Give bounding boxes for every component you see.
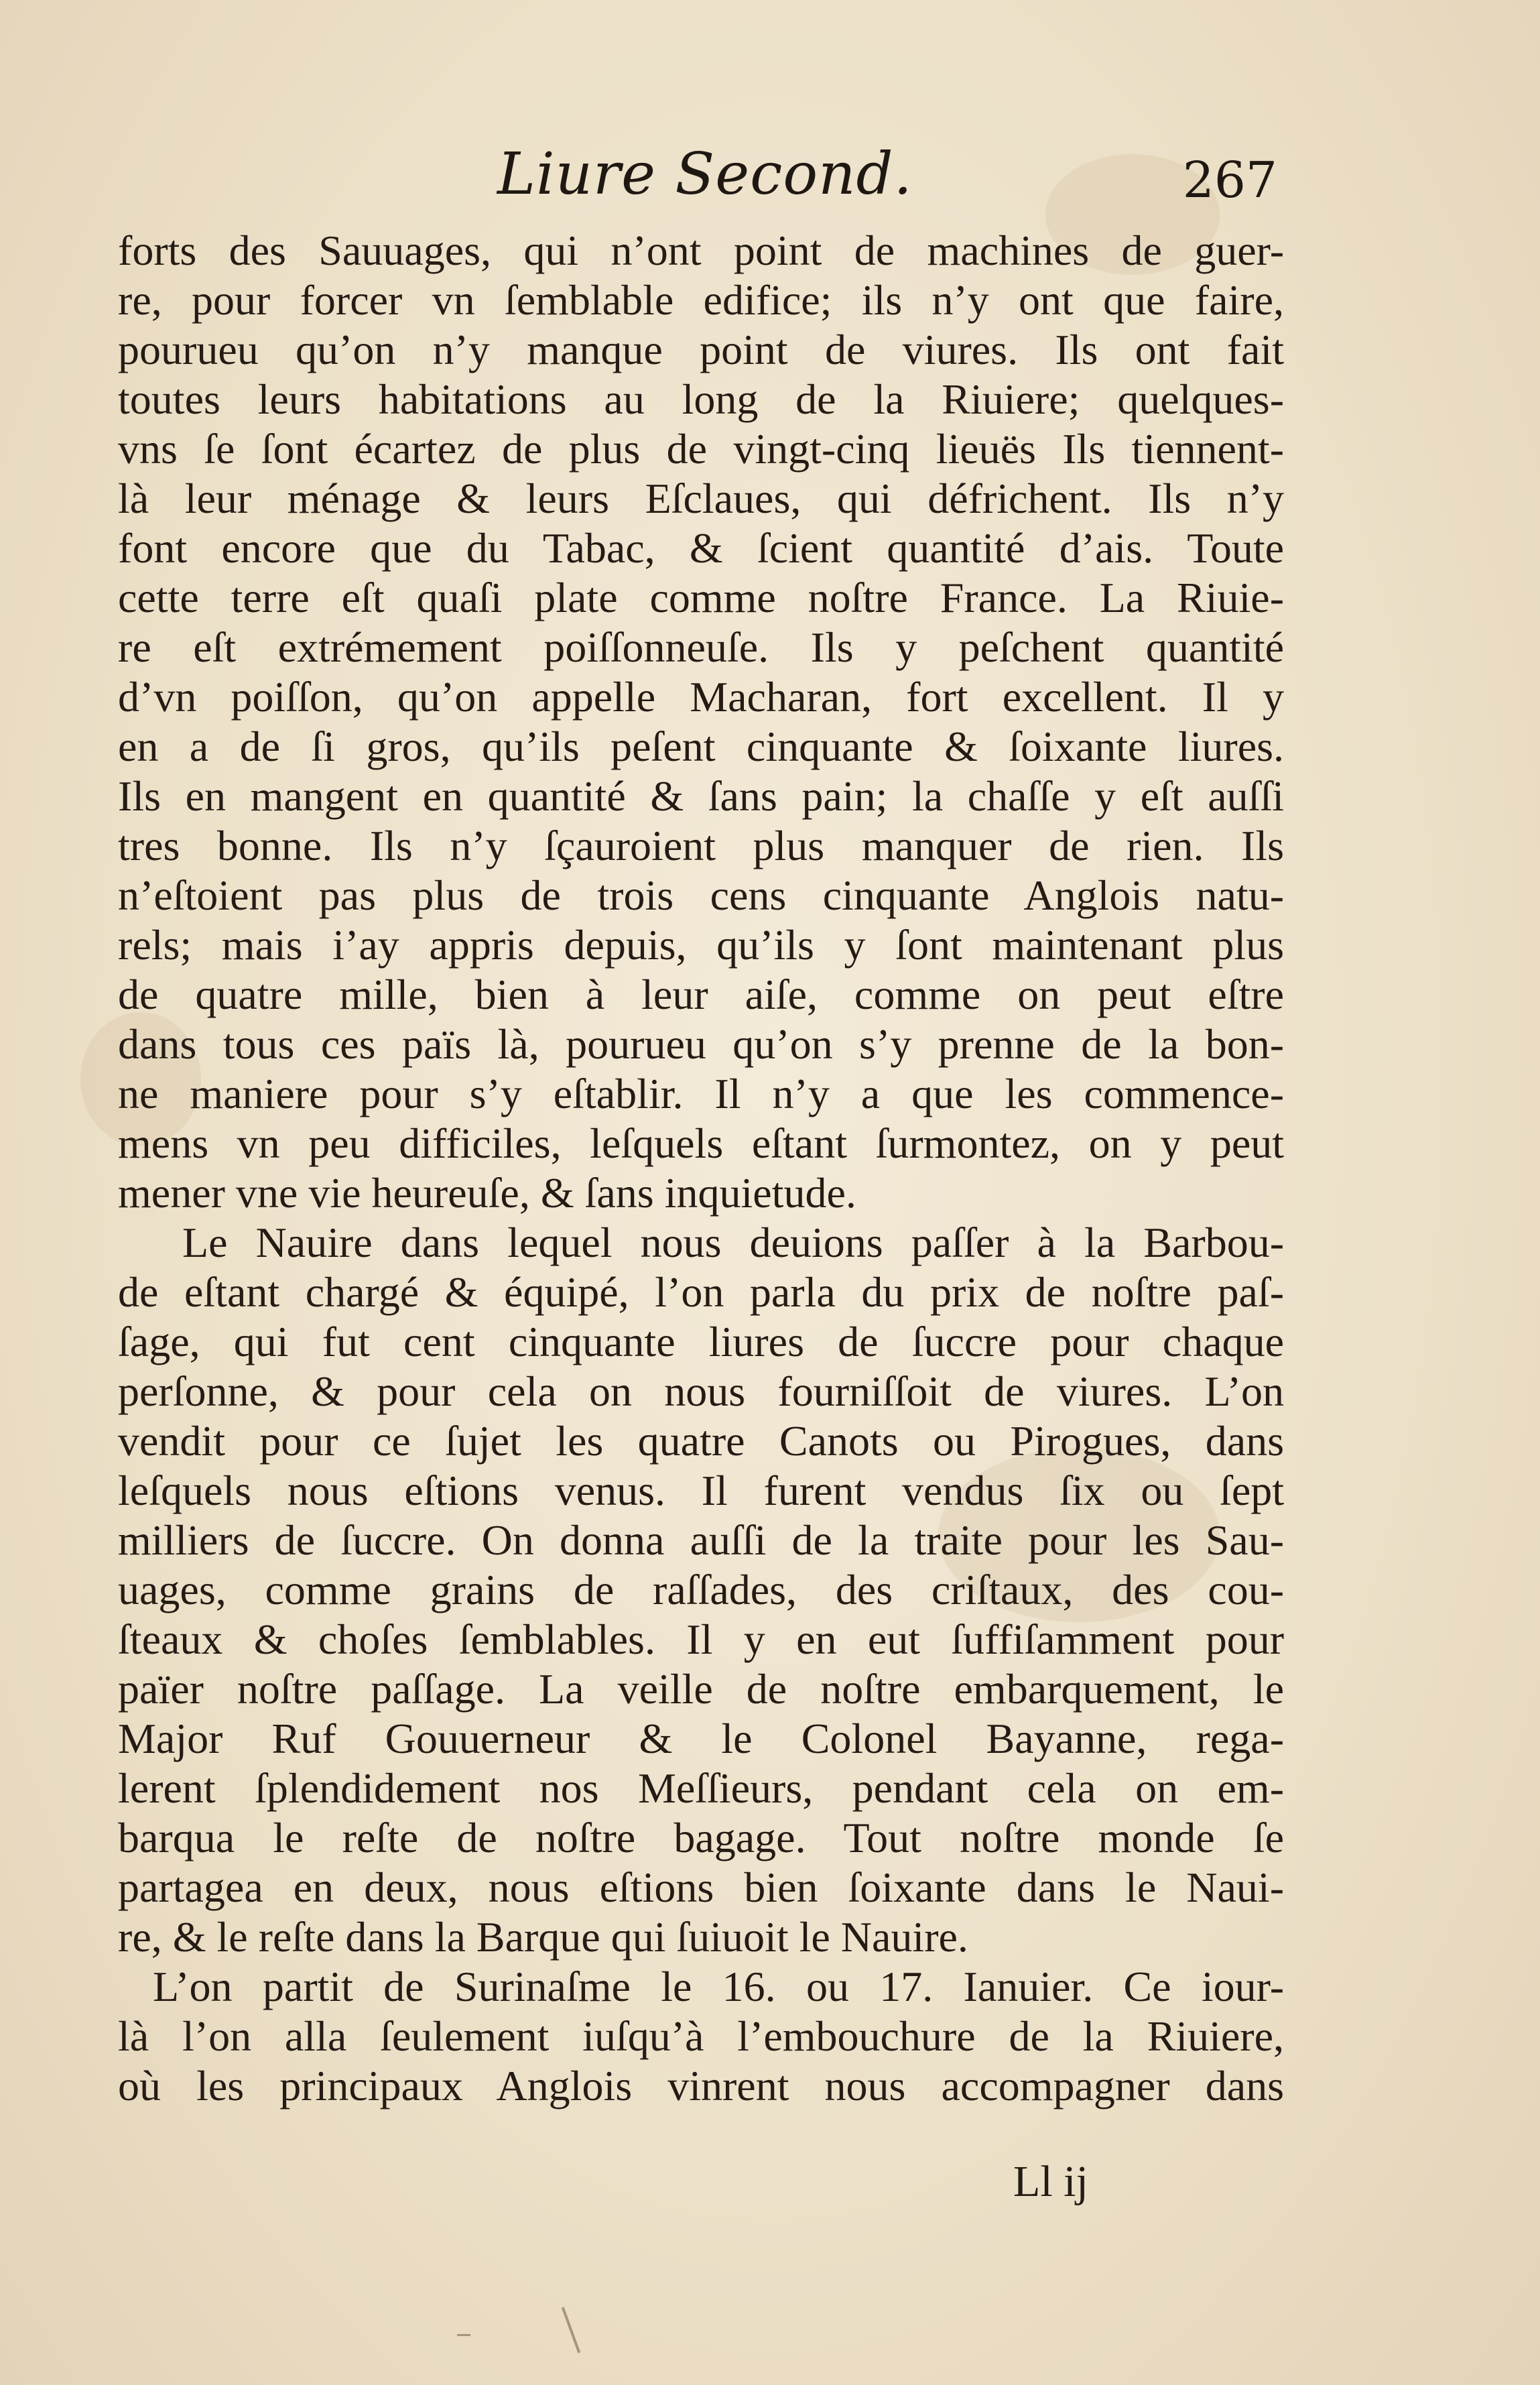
text-line: Ils en mangent en quantité & ſans pain; la chaſſe y eſt auſſi bbox=[118, 772, 1284, 820]
text-line: re, & le reſte dans la Barque qui ſuiuoit le Nauire. bbox=[118, 1913, 968, 1961]
text-line: vns ſe ſont écartez de plus de vingt-cinq lieuës Ils tiennent- bbox=[118, 425, 1284, 473]
text-line: leſquels nous eſtions venus. Il furent vendus ſix ou ſept bbox=[118, 1467, 1284, 1514]
text-line: n’eſtoient pas plus de trois cens cinquante Anglois natu- bbox=[118, 871, 1284, 919]
ink-mark bbox=[457, 2334, 470, 2336]
text-line: font encore que du Tabac, & ſcient quantité d’ais. Toute bbox=[118, 524, 1284, 572]
text-line: forts des Sauuages, qui n’ont point de machines de guer- bbox=[118, 227, 1284, 274]
text-line: de quatre mille, bien à leur aiſe, comme on peut eſtre bbox=[118, 971, 1284, 1018]
body-text bbox=[118, 226, 1284, 2111]
text-line: là leur ménage & leurs Eſclaues, qui défrichent. Ils n’y bbox=[118, 475, 1284, 522]
text-line: où les principaux Anglois vinrent nous accompagner dans bbox=[118, 2062, 1284, 2109]
text-line: re, pour forcer vn ſemblable edifice; ils n’y ont que faire, bbox=[118, 276, 1284, 324]
text-line: barqua le reſte de noſtre bagage. Tout noſtre monde ſe bbox=[118, 1814, 1284, 1861]
running-head: Liure Second. bbox=[497, 141, 913, 208]
text-line: en a de ſi gros, qu’ils peſent cinquante & ſoixante liures. bbox=[118, 723, 1284, 770]
text-line: dans tous ces païs là, pourueu qu’on s’y prenne de la bon- bbox=[118, 1020, 1284, 1068]
text-line: rels; mais i’ay appris depuis, qu’ils y ſont maintenant plus bbox=[118, 921, 1284, 969]
page-header bbox=[118, 137, 1284, 211]
text-line: tres bonne. Ils n’y ſçauroient plus manquer de rien. Ils bbox=[118, 822, 1284, 869]
text-line: de eſtant chargé & équipé, l’on parla du prix de noſtre paſ- bbox=[118, 1268, 1284, 1316]
text-line: cette terre eſt quaſi plate comme noſtre France. La Riuie- bbox=[118, 574, 1284, 621]
text-line: Major Ruf Gouuerneur & le Colonel Bayanne, rega- bbox=[118, 1715, 1284, 1762]
page-footer bbox=[1013, 2152, 1188, 2212]
text-line: perſonne, & pour cela on nous fourniſſoit de viures. L’on bbox=[118, 1367, 1284, 1415]
text-line: partagea en deux, nous eſtions bien ſoixante dans le Naui- bbox=[118, 1863, 1284, 1911]
ink-mark bbox=[562, 2307, 580, 2353]
text-line: là l’on alla ſeulement iuſqu’à l’embouchure de la Riuiere, bbox=[118, 2012, 1284, 2060]
text-line: mens vn peu difficiles, leſquels eſtant ſurmontez, on y peut bbox=[118, 1119, 1284, 1167]
text-line: re eſt extrémement poiſſonneuſe. Ils y peſchent quantité bbox=[118, 623, 1284, 671]
page-number: 267 bbox=[1182, 151, 1277, 209]
text-line: uages, comme grains de raſſades, des criſtaux, des cou- bbox=[118, 1566, 1284, 1613]
text-line: lerent ſplendidement nos Meſſieurs, pendant cela on em- bbox=[118, 1764, 1284, 1812]
text-line: mener vne vie heureuſe, & ſans inquietude. bbox=[118, 1169, 856, 1217]
text-line: L’on partit de Surinaſme le 16. ou 17. Ianuier. Ce iour- bbox=[153, 1963, 1284, 2010]
text-line: d’vn poiſſon, qu’on appelle Macharan, fort excellent. Il y bbox=[118, 673, 1284, 721]
text-line: ne maniere pour s’y eſtablir. Il n’y a que les commence- bbox=[118, 1070, 1284, 1117]
text-line: pourueu qu’on n’y manque point de viures. Ils ont fait bbox=[118, 326, 1284, 373]
text-line: vendit pour ce ſujet les quatre Canots ou Pirogues, dans bbox=[118, 1417, 1284, 1465]
signature-mark: Ll ij bbox=[1013, 2157, 1088, 2206]
text-line: Le Nauire dans lequel nous deuions paſſer à la Barbou- bbox=[182, 1219, 1284, 1266]
text-line: toutes leurs habitations au long de la Riuiere; quelques- bbox=[118, 375, 1284, 423]
text-line: milliers de ſuccre. On donna auſſi de la traite pour les Sau- bbox=[118, 1516, 1284, 1564]
text-line: ſage, qui fut cent cinquante liures de ſuccre pour chaque bbox=[118, 1318, 1284, 1365]
text-line: païer noſtre paſſage. La veille de noſtre embarquement, le bbox=[118, 1665, 1284, 1713]
text-line: ſteaux & choſes ſemblables. Il y en eut ſuffiſamment pour bbox=[118, 1615, 1284, 1663]
